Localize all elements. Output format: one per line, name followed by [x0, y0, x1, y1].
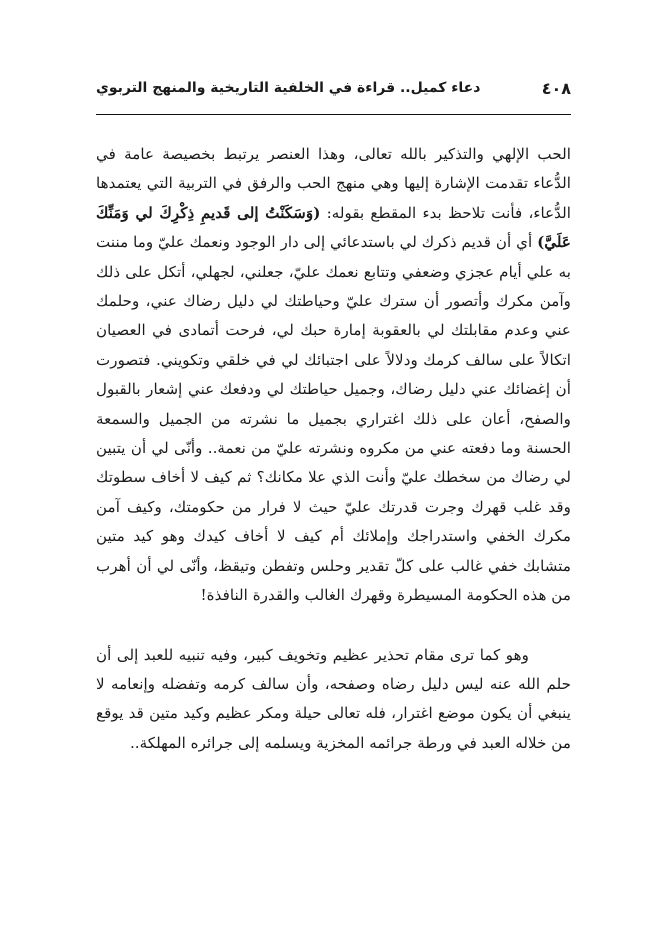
paragraph-1-before-quote: الحب الإلهي والتذكير بالله تعالى، وهذا العنصر يرتبط بخصيصة عامة في الدُّعاء تقدمت الإشارة إليها وهي منهج الحب والرفق في التربية التي يعتمدها الدُّعاء، فأنت تلاحظ بدء المقطع بقوله:: [96, 145, 571, 222]
header-rule: [96, 114, 571, 115]
paragraph-1-after-quote: أي أن قديم ذكرك لي باستدعائي إلى دار الوجود ونعمك عليّ وما مننت به علي أيام عجزي وضعفي وتتابع نعمك عليّ، جعلني، لجهلي، أتكل على ذلك وآمن مكرك وأتصور أن سترك عليّ وحياطتك لي دليل رضاك عني، وحلمك عني وعدم مقابلتك لي بالعقوبة إمارة حبك لي، فرحت أتمادى في العصيان اتكالاً على سالف كرمك ودلالاً على اجتبائك لي في خلقي وتكويني. فتصورت أن إغضائك عني دليل رضاك، وجميل حياطتك لي ودفعك عني إشعار بالقبول والصفح، أعان على ذلك اغتراري بجميل ما نشرته من الجميل والسمعة الحسنة وما دفعته عني من مكروه ونشرته عليّ من نعمة.. وأنّى لي أن يتبين لي رضاك من سخطك عليّ وأنت الذي علا مكانك؟ ثم كيف لا أخاف سطوتك وقد غلب قهرك وجرت قدرتك عليّ حيث لا فرار من حكومتك، وكيف آمن مكرك الخفي واستدراجك وإملائك أم كيف لا أخاف كيدك وهو كيد متين متشابك خفي غالب على كلّ تقدير وحلس وتفطن وتيقظ، وأنّى لي أن أهرب من هذه الحكومة المسيطرة وقهرك الغالب والقدرة النافذة!: [96, 233, 571, 605]
paragraph-2: وهو كما ترى مقام تحذير عظيم وتخويف كبير، وفيه تنبيه للعبد إلى أن حلم الله عنه ليس دليل رضاه وصفحه، وأن سالف كرمه وتفضله وإنعامه لا ينبغي أن يكون موضع اغترار، فله تعالى حيلة ومكر عظيم وكيد متين قد يوقع من خلاله العبد في ورطة جرائمه المخزية ويسلمه إلى جرائره المهلكة..: [96, 645, 571, 752]
dua-quote: (وَسَكَنْتُ إلى قَديمِ ذِكْرِكَ لي وَمَنِّكَ عَلَيَّ): [96, 203, 571, 252]
body-text: [96, 140, 571, 758]
paragraph-1: [96, 140, 571, 611]
page-number: ٤٠٨: [541, 78, 571, 98]
running-header: [96, 76, 571, 100]
running-title: دعاء كميل.. قراءة في الخلفية التاريخية والمنهج التربوي: [96, 80, 481, 96]
